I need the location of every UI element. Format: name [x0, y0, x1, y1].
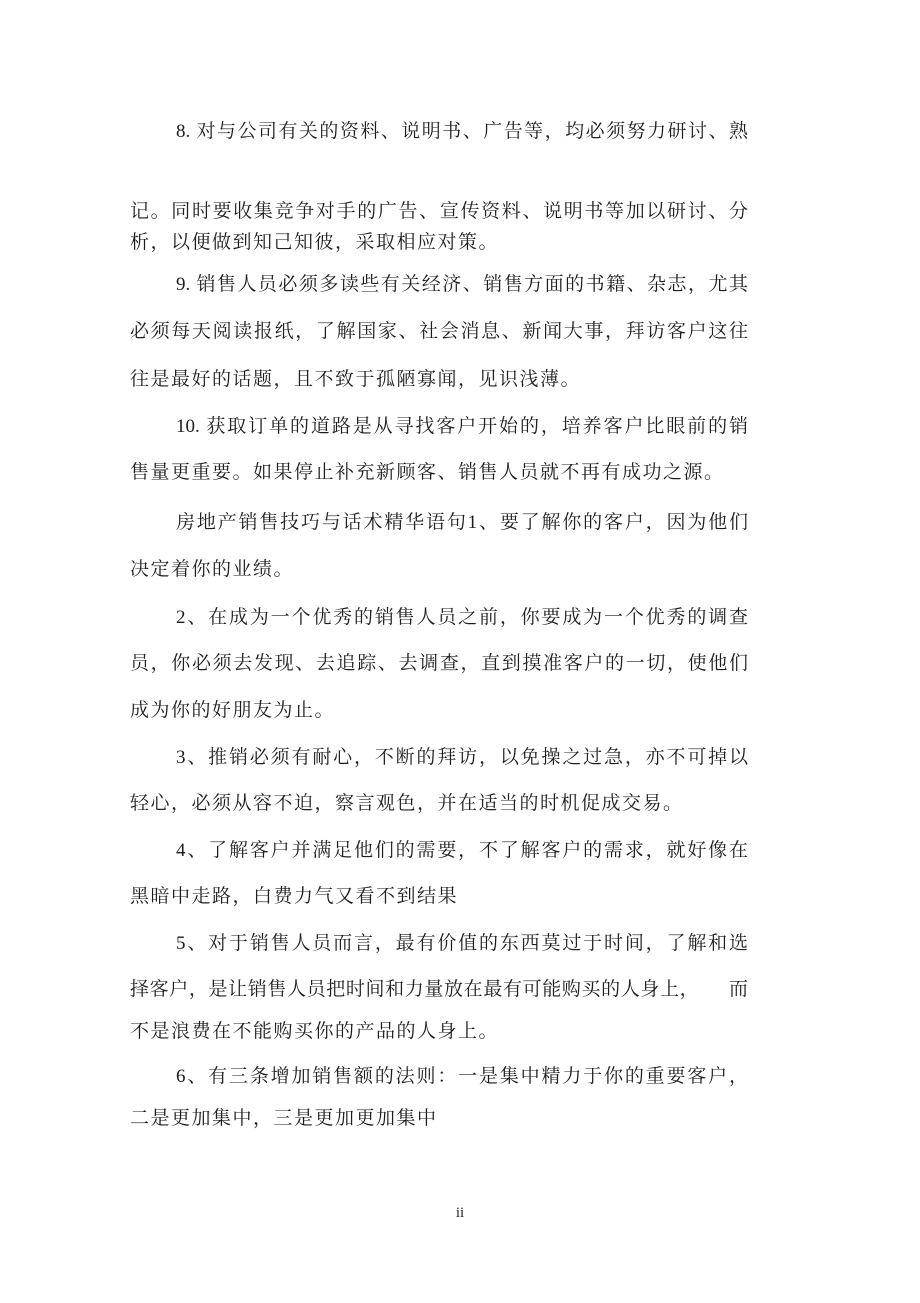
item-8-line-1: 8. 对与公司有关的资料、说明书、广告等，均必须努力研讨、熟	[176, 121, 748, 142]
item-9-line-3: 往是最好的话题，且不致于孤陋寡闻，见识浅薄。	[130, 369, 582, 390]
tip-5-line-2: 择客户，是让销售人员把时间和力量放在最有可能购买的人身上， 而	[130, 979, 748, 1000]
page-number: ii	[455, 1205, 465, 1221]
item-8-line-2: 记。同时要收集竞争对手的广告、宣传资料、说明书等加以研讨、分	[130, 201, 748, 222]
tip-4-line-2: 黑暗中走路，白费力气又看不到结果	[130, 886, 459, 907]
tip-2-line-1: 2、在成为一个优秀的销售人员之前，你要成为一个优秀的调查	[176, 607, 748, 628]
item-10-line-2: 售量更重要。如果停止补充新顾客、销售人员就不再有成功之源。	[130, 462, 725, 483]
item-8-line-3: 析，以便做到知己知彼，采取相应对策。	[130, 232, 500, 253]
item-9-line-1: 9. 销售人员必须多读些有关经济、销售方面的书籍、杂志，尤其	[176, 274, 748, 295]
tip-2-line-3: 成为你的好朋友为止。	[130, 700, 336, 721]
section-intro-line-2: 决定着你的业绩。	[130, 559, 295, 580]
tip-3-line-1: 3、推销必须有耐心，不断的拜访，以免操之过急，亦不可掉以	[176, 747, 748, 768]
tip-2-line-2: 员，你必须去发现、去追踪、去调查，直到摸准客户的一切，使他们	[130, 653, 748, 674]
tip-5-line-1: 5、对于销售人员而言，最有价值的东西莫过于时间，了解和选	[176, 933, 748, 954]
tip-6-line-2: 二是更加集中，三是更加更加集中	[130, 1108, 438, 1129]
item-9-line-2: 必须每天阅读报纸，了解国家、社会消息、新闻大事，拜访客户这往	[130, 321, 748, 342]
tip-4-line-1: 4、了解客户并满足他们的需要，不了解客户的需求，就好像在	[176, 840, 748, 861]
tip-3-line-2: 轻心，必须从容不迫，察言观色，并在适当的时机促成交易。	[130, 793, 684, 814]
document-body	[130, 118, 748, 1133]
tip-5-line-3: 不是浪费在不能购买你的产品的人身上。	[130, 1021, 500, 1042]
tip-6-line-1: 6、有三条增加销售额的法则：一是集中精力于你的重要客户，	[176, 1066, 748, 1087]
section-intro-line-1: 房地产销售技巧与话术精华语句1、要了解你的客户，因为他们	[176, 512, 748, 533]
item-10-line-1: 10. 获取订单的道路是从寻找客户开始的，培养客户比眼前的销	[176, 416, 748, 437]
